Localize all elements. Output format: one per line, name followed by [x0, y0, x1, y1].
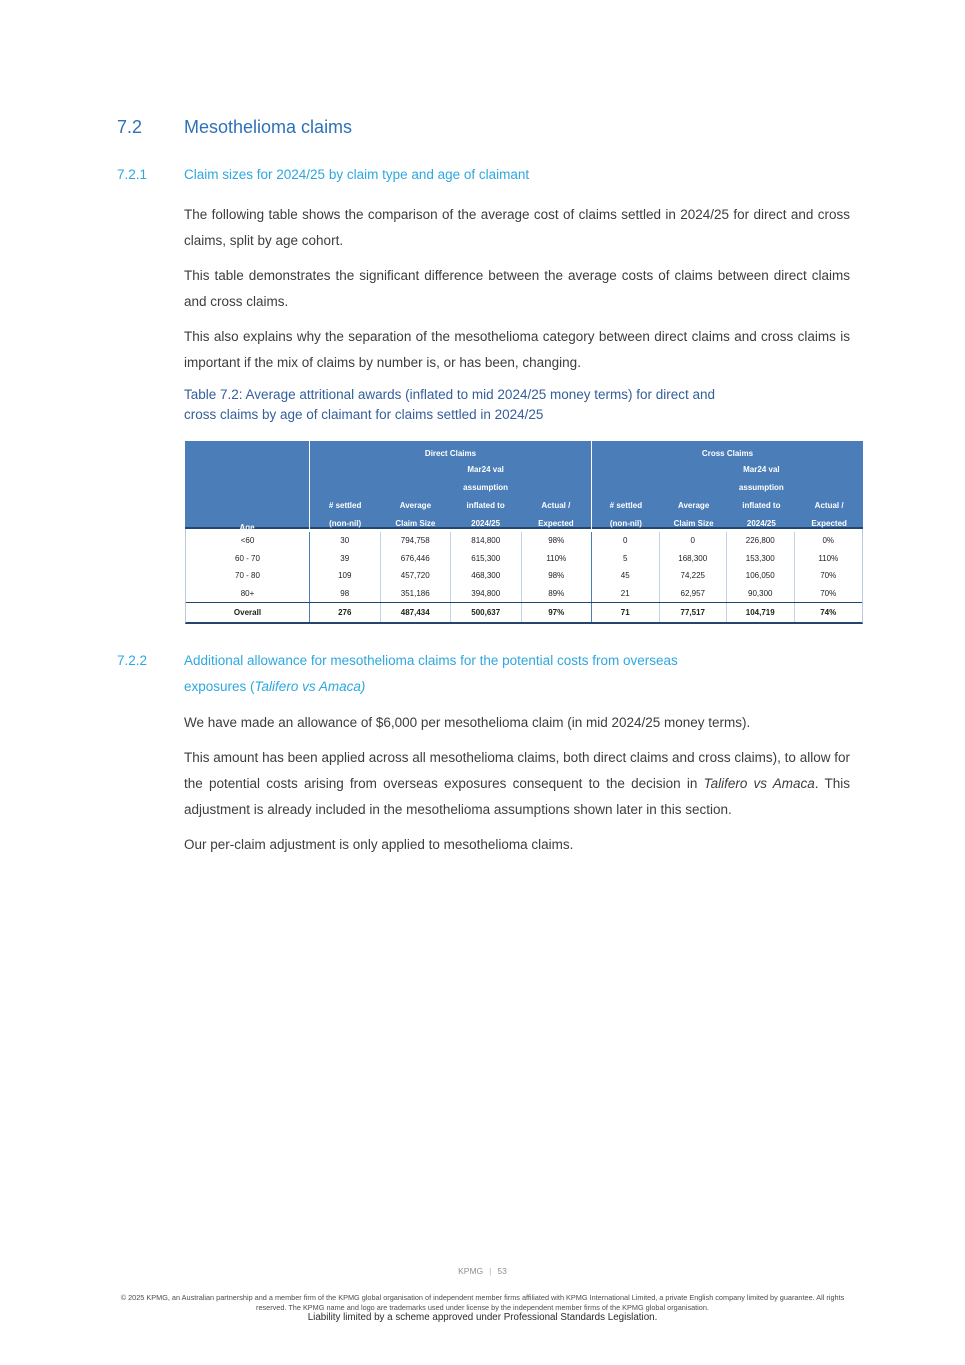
header-line: Claim Size — [395, 519, 436, 528]
age-cell: 80+ — [186, 585, 310, 603]
spacer — [184, 624, 850, 648]
value-cell: 77,517 — [660, 603, 728, 622]
paragraph: We have made an allowance of $6,000 per mesothelioma claim (in mid 2024/25 money terms). — [184, 715, 751, 730]
text-segment: exposures ( — [184, 679, 255, 694]
table-row — [186, 567, 862, 585]
column-header-assumption — [728, 461, 796, 538]
value-cell: 794,758 — [381, 532, 452, 550]
table-caption — [184, 385, 850, 425]
value-cell: 30 — [310, 532, 381, 550]
value-cell: 0% — [822, 536, 835, 545]
table-caption-line: cross claims by age of claimant for claims settled in 2024/25 — [184, 407, 544, 422]
value-cell: 394,800 — [451, 585, 522, 603]
value-cell: 615,300 — [451, 550, 522, 568]
header-line: assumption — [738, 483, 784, 492]
value-cell: 814,800 — [451, 532, 522, 550]
table-row — [186, 585, 862, 603]
age-cell: 70 - 80 — [186, 567, 310, 585]
value-cell: 45 — [592, 567, 660, 585]
page-content — [117, 116, 850, 867]
age-cell: <60 — [186, 532, 310, 550]
value-cell: 109 — [310, 567, 381, 585]
footer-page-number — [0, 1266, 965, 1276]
column-header-actual-expected — [521, 461, 591, 538]
text-column — [184, 710, 850, 867]
section-7-2-heading — [117, 116, 850, 138]
header-line: Mar24 val — [467, 465, 504, 474]
column-header-average — [380, 461, 450, 538]
text-segment: This amount has been applied across all mesothelioma claims, both direct claims and cross claims), to allow for the potential costs arising from overseas exposures consequent to the decision in — [184, 750, 850, 791]
value-cell: 0 — [592, 532, 660, 550]
value-cell: 74,225 — [660, 567, 728, 585]
section-number: 7.2.1 — [117, 167, 148, 182]
value-cell: 90,300 — [727, 585, 795, 603]
header-line: Expected — [811, 519, 847, 528]
column-header-settled — [592, 461, 660, 538]
text-segment: Talifero vs Amaca — [703, 776, 815, 791]
table-caption-line: Table 7.2: Average attritional awards (inflated to mid 2024/25 money terms) for direct and — [184, 387, 716, 402]
table-row — [186, 532, 862, 550]
value-cell: 70% — [820, 588, 837, 598]
value-cell: 89% — [522, 585, 593, 603]
spacer — [117, 700, 850, 710]
header-line: Actual / — [541, 501, 571, 510]
footer-legal-text: © 2025 KPMG, an Australian partnership and a member firm of the KPMG global organisation of independent member firms affiliated with KPMG International Limited, a private English company limited by guarantee. All rights reserved. The KPMG name and logo are trademarks used under license by the independent member firms of the KPMG global organisation. — [120, 1293, 845, 1312]
value-cell: 500,637 — [451, 603, 522, 622]
header-line: Mar24 val — [743, 465, 780, 474]
value-cell: 5 — [592, 550, 660, 568]
value-cell: 98 — [310, 585, 381, 603]
header-line: # settled — [609, 501, 643, 510]
value-cell: 487,434 — [381, 603, 452, 622]
value-cell: 351,186 — [381, 585, 452, 603]
paragraph: This table demonstrates the significant difference between the average costs of claims between direct claims and cross claims. — [184, 268, 850, 309]
value-cell: 110% — [522, 550, 593, 568]
section-title: Mesothelioma claims — [184, 117, 353, 137]
table-overall-row — [186, 602, 862, 622]
value-cell: 62,957 — [660, 585, 728, 603]
value-cell: 98% — [522, 532, 593, 550]
age-column-header: Age — [185, 441, 310, 538]
value-cell: 226,800 — [727, 532, 795, 550]
section-7-2-1-heading — [117, 162, 850, 188]
table-row — [186, 550, 862, 568]
text-segment: Talifero vs Amaca) — [254, 679, 366, 694]
header-line: Expected — [538, 519, 574, 528]
value-cell: 468,300 — [451, 567, 522, 585]
direct-subheaders — [310, 461, 591, 538]
column-header-average — [660, 461, 728, 538]
header-line: Actual / — [814, 501, 844, 510]
group-title: Direct Claims — [424, 449, 477, 458]
paragraph: The following table shows the comparison of the average cost of claims settled in 2024/25 for direct and cross claims, split by age cohort. — [184, 207, 850, 248]
text-segment: . This adjustment is already included in the mesothelioma assumptions shown later in this section. — [184, 776, 851, 817]
value-cell: 0 — [660, 532, 728, 550]
value-cell: 153,300 — [727, 550, 795, 568]
footer-separator: | — [489, 1266, 492, 1276]
value-cell: 71 — [592, 603, 660, 622]
section-title — [184, 648, 850, 700]
paragraph — [184, 745, 850, 823]
header-line: inflated to — [742, 501, 781, 510]
section-title-line — [184, 674, 850, 700]
value-cell: 104,719 — [727, 603, 795, 622]
value-cell: 110% — [818, 553, 839, 563]
column-header-settled — [310, 461, 380, 538]
column-header-assumption — [451, 461, 521, 538]
section-7-2-2-body — [117, 710, 850, 867]
header-line: assumption — [463, 483, 509, 492]
header-line: (non-nil) — [329, 519, 362, 528]
value-cell: 74% — [820, 608, 837, 617]
value-cell: 168,300 — [660, 550, 728, 568]
value-cell: 106,050 — [727, 567, 795, 585]
value-cell: 276 — [310, 603, 381, 622]
value-cell: 97% — [522, 603, 593, 622]
value-cell: 70% — [820, 571, 837, 580]
header-line: inflated to — [466, 501, 505, 510]
section-7-2-2-heading — [117, 648, 850, 700]
paragraph: Our per-claim adjustment is only applied to mesothelioma claims. — [184, 837, 574, 852]
table-body — [185, 529, 863, 624]
group-title: Cross Claims — [701, 449, 754, 458]
section-title: Claim sizes for 2024/25 by claim type and age of claimant — [184, 167, 530, 182]
page-number: 53 — [497, 1266, 507, 1276]
value-cell: 98% — [522, 567, 593, 585]
age-cell: Overall — [186, 603, 310, 622]
footer-liability-text: Liability limited by a scheme approved under Professional Standards Legislation. — [307, 1312, 658, 1323]
claims-table — [185, 441, 863, 624]
header-line: 2024/25 — [471, 519, 501, 528]
section-number: 7.2 — [117, 117, 143, 137]
gutter — [117, 202, 184, 648]
value-cell: 676,446 — [381, 550, 452, 568]
cross-subheaders — [592, 461, 863, 538]
value-cell: 39 — [310, 550, 381, 568]
header-line: Claim Size — [673, 519, 714, 528]
table-header — [185, 441, 863, 532]
kpmg-brand: KPMG — [458, 1266, 484, 1276]
section-number: 7.2.2 — [117, 653, 148, 668]
value-cell: 21 — [592, 585, 660, 603]
age-cell: 60 - 70 — [186, 550, 310, 568]
cross-claims-group-header — [592, 441, 863, 538]
section-title-line: Additional allowance for mesothelioma claims for the potential costs from overseas — [184, 653, 678, 668]
section-7-2-1-body — [117, 202, 850, 648]
header-line: (non-nil) — [609, 519, 642, 528]
paragraph: This also explains why the separation of the mesothelioma category between direct claims and cross claims is important if the mix of claims by number is, or has been, changing. — [184, 329, 850, 370]
direct-claims-group-header — [310, 441, 592, 538]
header-line: Average — [399, 501, 432, 510]
text-column — [184, 202, 850, 648]
header-line: # settled — [328, 501, 362, 510]
header-line: Average — [677, 501, 710, 510]
value-cell: 457,720 — [381, 567, 452, 585]
gutter — [117, 710, 184, 867]
header-line: 2024/25 — [746, 519, 776, 528]
column-header-actual-expected — [795, 461, 863, 538]
